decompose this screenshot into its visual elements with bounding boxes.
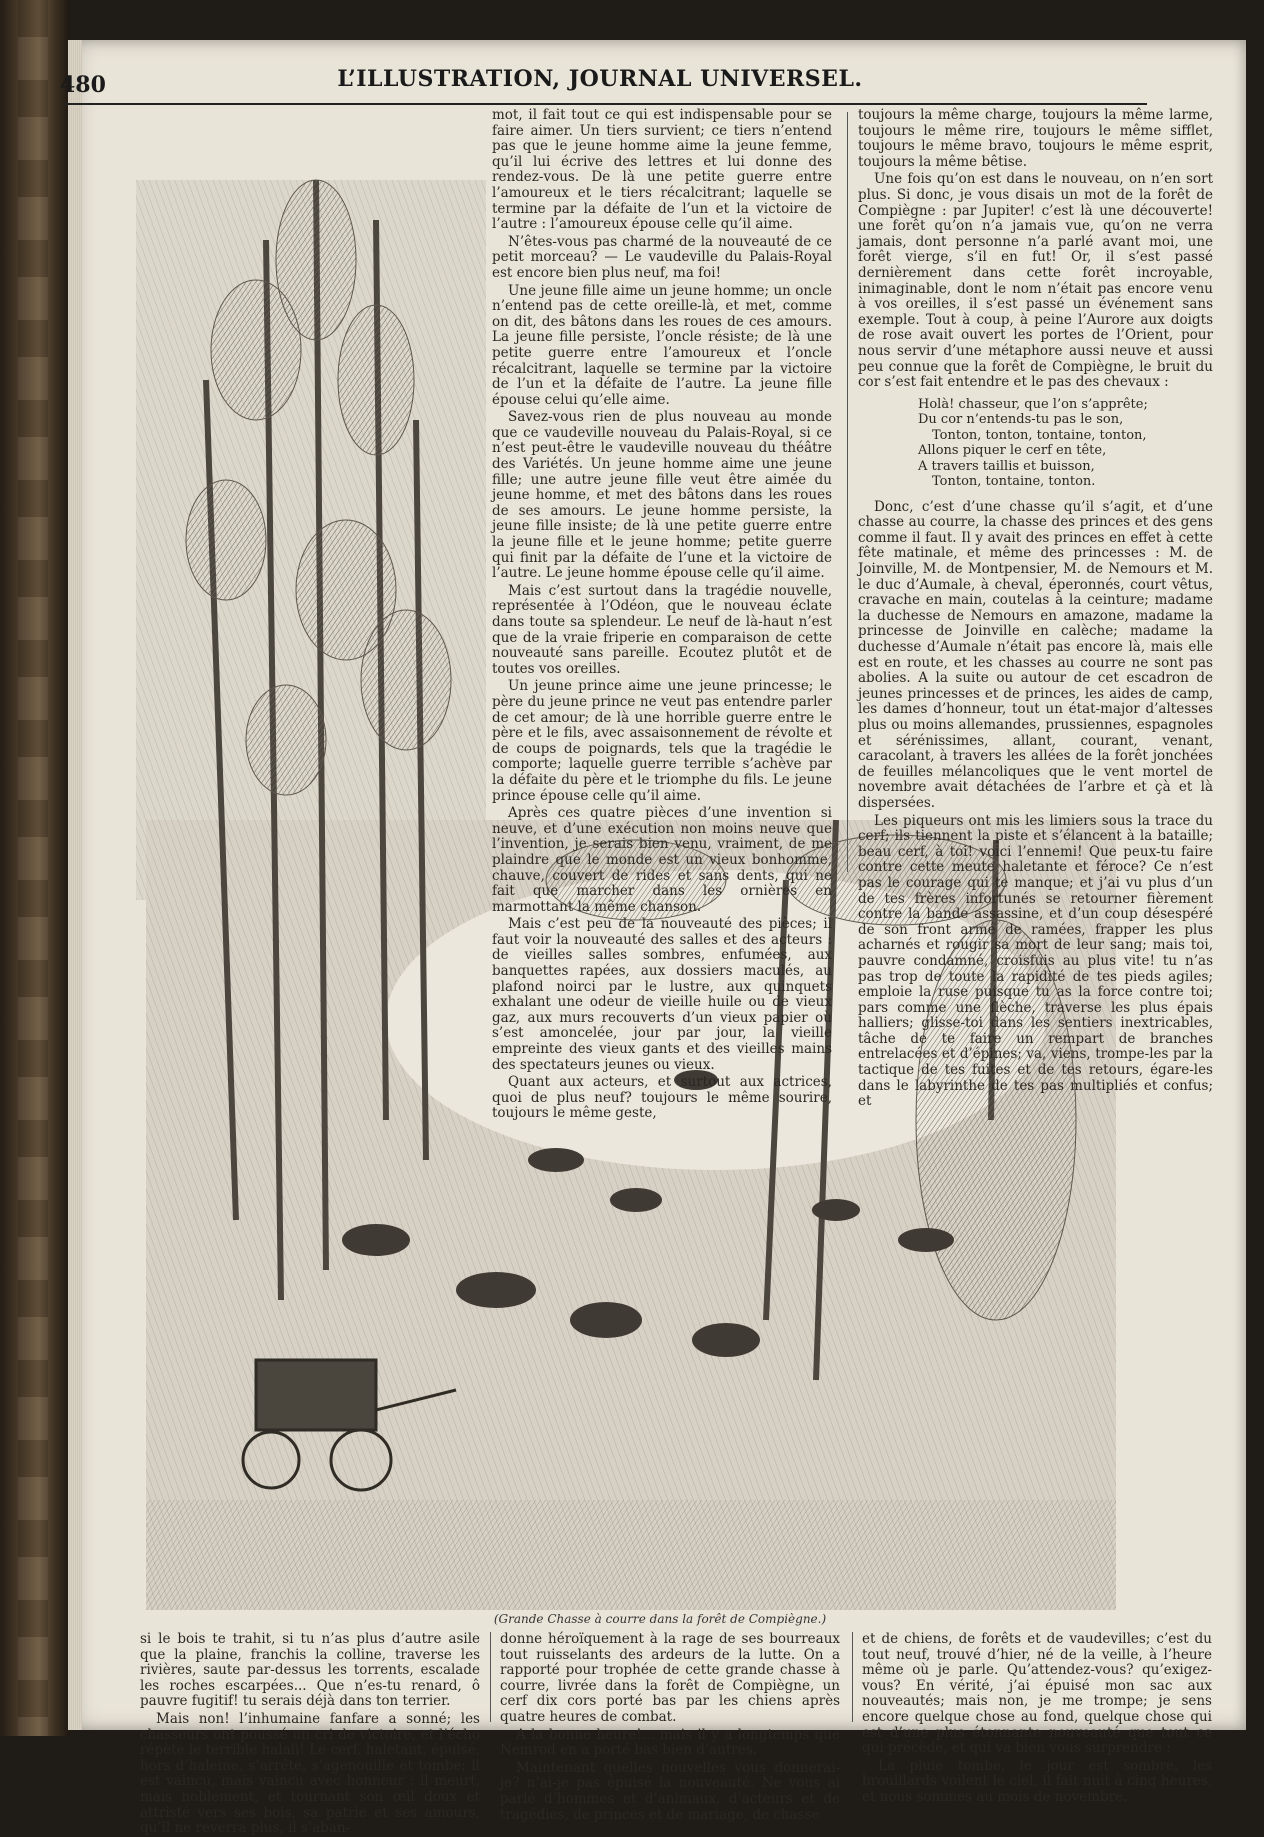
book-spine <box>0 0 70 1736</box>
column-divider <box>490 1632 491 1722</box>
verse-line: Allons piquer le cerf en tête, <box>918 443 1107 459</box>
verse-line: Tonton, tontaine, tonton. <box>932 474 1096 490</box>
song-verse <box>918 397 1213 490</box>
paragraph: Les piqueurs ont mis les limiers sous la trace du cerf; ils tiennent la piste et s’élancent à la bataille; beau cerf, à toi! voici l’ennemi! Que peux-tu faire contre cette meute haletante et féroce? Ce n’est pas le courage qui te manque; et j’ai vu plus d’un de tes frères infortunés se retourner fièrement contre la bande assassine, et d’un coup désespéré de son front armé de ramées, frapper les plus acharnés et rougir sa mort de leur sang; mais toi, pauvre condamné, croisfuis au plus vite! tu n’as pas trop de toute la rapidité de tes pieds agiles; emploie la ruse puisque tu as la force contre toi; pars comme une flèche, traverse les plus épais halliers; glisse-toi dans les sentiers inextricables, tâche de te faire un rempart de branches entrelacées et d’épines; va, viens, trompe-les par la tactique de tes fuites et de tes retours, égare-les dans le labyrinthe de tes pas multipliés et confus; et <box>858 812 1213 1110</box>
page-header <box>60 66 1140 106</box>
paragraph: Après ces quatre pièces d’une invention si neuve, et d’une exécution non moins neuve que l’invention, je serais bien venu, vraiment, de me plaindre que le monde est un vieux bonhomme, chauve, couvert de rides et sans dents, qui ne fait que marcher dans les ornières en marmottant la même chanson. <box>492 805 832 915</box>
paragraph: Un jeune prince aime une jeune princesse; le père du jeune prince ne veut pas entendre parler de cet amour; de là une horrible guerre entre le père et le fils, avec assaisonnement de révolte et de coups de poignards, tels que la tragédie le comporte; laquelle guerre terrible s’achève par la défaite du père et le triomphe du fils. Le jeune prince épouse celle qu’il aime. <box>492 678 832 804</box>
article-column-right <box>858 107 1213 1110</box>
paragraph: donne héroïquement à la rage de ses bourreaux tout ruisselants des ardeurs de la lutte. On a rapporté pour trophée de cette grande chasse à courre, livrée dans la forêt de Compiègne, un cerf dix cors porté bas par les chiens après quatre heures de combat. <box>500 1631 840 1725</box>
paragraph: Donc, c’est d’une chasse qu’il s’agit, et d’une chasse au courre, la chasse des princes et des gens comme il faut. Il y avait des princes en effet à cette fête matinale, et même des princesses : M. de Joinville, M. de Montpensier, M. de Nemours et M. le duc d’Aumale, à cheval, éperonnés, court vêtus, cravache en main, coutelas à la ceinture; madame la duchesse de Nemours en amazone, madame la princesse de Joinville en calèche; madame la duchesse d’Aumale n’était pas encore là, mais elle est en route, et les chasses au courre ne sont pas abolies. A la suite ou autour de cet escadron de jeunes princesses et de princes, les aides de camp, les dames d’honneur, tout un état-major d’altesses plus ou moins allemandes, prussiennes, espagnoles et sérénissimes, allant, courant, venant, caracolant, à travers les allées de la forêt jonchées de feuilles mélancoliques que le vent mortel de novembre avait détachées de l’arbre et çà et là dispersées. <box>858 498 1213 811</box>
verse-line: Tonton, tonton, tontaine, tonton, <box>932 427 1147 443</box>
paragraph: Mais c’est peu de la nouveauté des pièces; il faut voir la nouveauté des salles et des acteurs : de vieilles salles sombres, enfumées, aux banquettes rapées, aux dossiers maculés, au plafond noirci par le lustre, aux quinquets exhalant une odeur de vieille huile ou de vieux gaz, aux murs recouverts d’un vieux papier où s’est amoncelée, jour par jour, la vieille empreinte des vieux gants et des vieilles mains des spectateurs jeunes ou vieux. <box>492 916 832 1073</box>
journal-title: L’ILLUSTRATION, JOURNAL UNIVERSEL. <box>337 66 863 92</box>
paragraph: mot, il fait tout ce qui est indispensable pour se faire aimer. Un tiers survient; ce tiers n’entend pas que le jeune homme aime la jeune femme, qu’il lui écrive des lettres et lui donne des rendez-vous. De là une petite guerre entre l’amoureux et le tiers récalcitrant; laquelle se termine par la défaite de l’un et la victoire de l’autre : l’amoureux épouse celle qu’il aime. <box>492 107 832 233</box>
header-rule <box>62 103 1147 105</box>
page-number: 480 <box>60 72 106 98</box>
paragraph: si le bois te trahit, si tu n’as plus d’autre asile que la plaine, franchis la colline, traverse les rivières, saute par-dessus les torrents, escalade les roches escarpées... Que n’es-tu renard, ô pauvre fugitif! tu serais déjà dans ton terrier. <box>140 1631 480 1710</box>
paragraph: et de chiens, de forêts et de vaudevilles; c’est du tout neuf, trouvé d’hier, né de la veille, à l’heure même où je parle. Qu’attendez-vous? qu’exigez-vous? En vérité, j’ai épuisé mon sac aux nouveautés; mais non, je me trompe; je sens encore quelque chose au fond, quelque chose qui est d’une plus étonnante nouveauté que tout ce qui précède, et qui va bien vous surprendre : <box>862 1631 1212 1757</box>
illustration-caption: (Grande Chasse à courre dans la forêt de Compiègne.) <box>493 1612 827 1626</box>
column-divider <box>852 1632 853 1722</box>
article-column-middle <box>492 107 832 1122</box>
column-divider <box>847 112 848 872</box>
bottom-column-middle <box>500 1631 840 1823</box>
bottom-column-right <box>862 1631 1212 1805</box>
paragraph: N’êtes-vous pas charmé de la nouveauté de ce petit morceau? — Le vaudeville du Palais-Royal est encore bien plus neuf, ma foi! <box>492 233 832 281</box>
paragraph: Mais non! l’inhumaine fanfare a sonné; les chasseurs ont poussé un cri de victoire, et l’écho répète le terrible halali! Le cerf, haletant, épuisé, hors d’haleine, s’arrête, s’agenouille et tombe; il est vaincu, mais vaincu avec honneur : il meurt, mais noblement, et tournant son œil doux et attristé vers ses bois, sa patrie et ses amours, qu’il ne reverra plus, il s’aban- <box>140 1710 480 1837</box>
bottom-column-left <box>140 1631 480 1837</box>
paragraph: Maintenant quelles nouvelles vous donnerai-je? n’ai-je pas épuisé la nouveauté. Ne vous ai parlé d’hommes et d’animaux, d’acteurs et de tragédies, de princes et de mariage, de chasse <box>500 1759 840 1823</box>
paragraph: Une jeune fille aime un jeune homme; un oncle n’entend pas de cette oreille-là, et met, comme on dit, des bâtons dans les roues de ces amours. La jeune fille persiste, l’oncle résiste; de là une petite guerre entre l’amoureux et l’oncle récalcitrant, laquelle se termine par la victoire de l’un et la défaite de l’autre. La jeune fille épouse celui qu’elle aime. <box>492 282 832 408</box>
verse-line: A travers taillis et buisson, <box>918 458 1095 474</box>
verse-line: Du cor n’entends-tu pas le son, <box>918 412 1124 428</box>
paragraph: Mais c’est surtout dans la tragédie nouvelle, représentée à l’Odéon, que le nouveau éclate dans toute sa splendeur. Le neuf de là-haut n’est que de la vraie friperie en comparaison de cette nouveauté sans pareille. Ecoutez plutôt et de toutes vos oreilles. <box>492 582 832 677</box>
paragraph: Une fois qu’on est dans le nouveau, on n’en sort plus. Si donc, je vous disais un mot de la forêt de Compiègne : par Jupiter! c’est là une découverte! une forêt qu’on n’a jamais vue, qu’on ne verra jamais, dont personne n’a parlé avant moi, une forêt vierge, s’il en fut! Or, il s’est passé dernièrement dans cette forêt incroyable, inimaginable, dont le nom n’était pas encore venu à vos oreilles, il s’est passé un événement sans exemple. Tout à coup, à peine l’Aurore aux doigts de rose avait ouvert les portes de l’Orient, pour nous servir d’une métaphore aussi neuve et aussi peu connue que la forêt de Compiègne, le bruit du cor s’est fait entendre et le pas des chevaux : <box>858 171 1213 391</box>
paragraph: toujours la même charge, toujours la même larme, toujours le même rire, toujours le même sifflet, toujours le même bravo, toujours le même esprit, toujours la même bêtise. <box>858 107 1213 170</box>
paragraph: Quant aux acteurs, et surtout aux actrices, quoi de plus neuf? toujours le même sourire, toujours le même geste, <box>492 1074 832 1122</box>
paragraph: A la bonne heure!... mais il y a longtemps que Nemrod en a porté bas bien d’autres. <box>500 1726 840 1759</box>
paragraph: Savez-vous rien de plus nouveau au monde que ce vaudeville nouveau du Palais-Royal, si ce n’est peut-être le vaudeville nouveau du théâtre des Variétés. Un jeune homme aime une jeune fille; une autre jeune fille veut être aimée du jeune homme, et met des bâtons dans les roues de ses amours. Le jeune homme persiste, la jeune fille insiste; de là une petite guerre entre la jeune fille et le jeune homme; petite guerre qui finit par la défaite de l’une et la victoire de l’autre. Le jeune homme épouse celle qu’il aime. <box>492 409 832 582</box>
verse-line: Holà! chasseur, que l’on s’apprête; <box>918 396 1148 412</box>
paragraph: La pluie tombe, le jour est sombre, les brouillards voilent le ciel, il fait nuit à cinq heures, et nous sommes au mois de novembre. <box>862 1757 1212 1805</box>
